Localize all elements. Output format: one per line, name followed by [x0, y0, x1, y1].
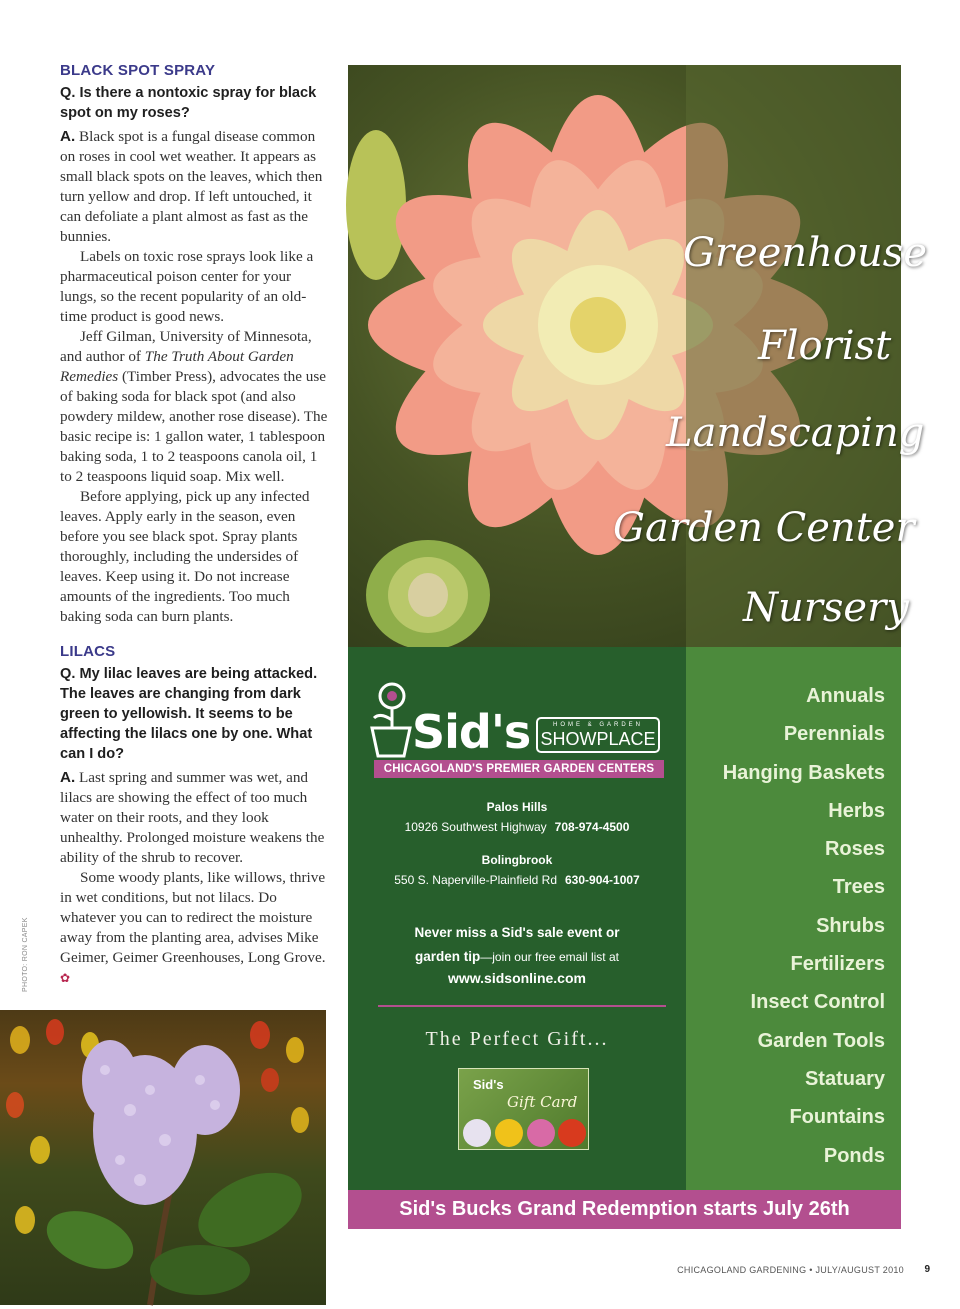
script-greenhouse: Greenhouse — [683, 230, 927, 276]
script-nursery: Nursery — [743, 585, 909, 631]
answer-paragraph — [60, 768, 328, 868]
location-line-palos-hills — [348, 820, 686, 834]
dahlia-photo — [348, 65, 927, 647]
perfect-gift-heading: The Perfect Gift... — [425, 1028, 609, 1050]
section-heading-black-spot: BLACK SPOT SPRAY — [60, 62, 216, 79]
category-hanging-baskets: Hanging Baskets — [722, 762, 885, 784]
answer-lead: A. — [60, 128, 76, 145]
promo-line-1: Never miss a Sid's sale event or — [414, 925, 620, 940]
category-fertilizers: Fertilizers — [790, 953, 885, 975]
body-paragraph — [60, 327, 328, 487]
question-black-spot: Q. Is there a nontoxic spray for black spot on my roses? — [60, 85, 317, 121]
page-footer: CHICAGOLAND GARDENING • JULY/AUGUST 2010 — [677, 1265, 904, 1275]
category-annuals: Annuals — [806, 685, 885, 707]
lilac-illustration — [0, 1010, 326, 1305]
article-column — [60, 62, 328, 988]
magazine-name: CHICAGOLAND GARDENING — [677, 1265, 807, 1275]
logo-showplace-text: SHOWPLACE — [540, 728, 656, 749]
answer-text: Last spring and summer was wet, and lilacs are showing the effect of too much water on their roots, and they look unhealthy. Prolonged moisture weakens the ability of the shrub to recover. — [60, 769, 325, 866]
question-lilacs: Q. My lilac leaves are being attacked. The leaves are changing from dark green to yellowish. It seems to be affecting the lilacs one by one. What can I do? — [60, 666, 318, 762]
promo-join-text: —join our free email list at — [480, 950, 619, 964]
gift-card-flowers-icon — [459, 1113, 590, 1151]
photo-credit: PHOTO: RON CAPEK — [22, 917, 29, 992]
location-name-palos-hills: Palos Hills — [486, 800, 548, 814]
section-lilacs — [60, 643, 328, 988]
gift-card-brand: Sid's — [473, 1077, 504, 1092]
location-line-bolingbrook — [348, 873, 686, 887]
location-address: 550 S. Naperville-Plainfield Rd — [394, 873, 557, 887]
promo-url-link[interactable]: www.sidsonline.com — [448, 970, 586, 986]
category-ponds: Ponds — [823, 1145, 885, 1167]
category-garden-tools: Garden Tools — [757, 1030, 885, 1052]
ad-divider — [378, 1005, 666, 1007]
answer-lead: A. — [60, 769, 76, 786]
script-garden-center: Garden Center — [613, 505, 915, 551]
sids-bucks-banner: Sid's Bucks Grand Redemption starts July 26th — [348, 1190, 901, 1229]
end-mark-icon: ✿ — [60, 971, 71, 985]
answer-text: Black spot is a fungal disease common on roses in cool wet weather. It appears as small black spots on the leaves, which then turn yellow and drop. If left untouched, it can defoliate a plant almost as fast as the bunnies. — [60, 128, 323, 245]
script-landscaping: Landscaping — [666, 410, 925, 456]
gift-card-image — [458, 1068, 589, 1150]
body-paragraph: Labels on toxic rose sprays look like a pharmaceutical poison center for your lungs, so the recent popularity of an old-time product is good news. — [60, 248, 314, 325]
flower-pot-logo-icon — [366, 680, 414, 758]
book-title: The Truth About Garden Remedies — [60, 348, 294, 385]
paragraph-text: (Timber Press), advocates the use of baking soda for black spot (and also powdery mildew, another rose disease). The basic recipe is: 1 gallon water, 1 tablespoon baking soda, 1 to 2 teaspoons canola oil, 1 to 2 teaspoons liquid soap. Mix well. — [60, 368, 328, 485]
lilac-photo — [0, 1010, 326, 1305]
category-shrubs: Shrubs — [816, 915, 885, 937]
body-paragraph: Before applying, pick up any infected leaves. Apply early in the season, even before you see black spot. Spray plants thoroughly, including the undersides of leaves. Keep using it. Do not increase amounts of the ingredients. Too much baking soda can burn plants. — [60, 488, 310, 625]
category-herbs: Herbs — [828, 800, 885, 822]
category-insect-control: Insect Control — [750, 991, 885, 1013]
category-roses: Roses — [824, 838, 885, 860]
category-fountains: Fountains — [789, 1106, 885, 1128]
sids-advertisement — [348, 65, 927, 1229]
promo-garden-tip: garden tip — [415, 949, 481, 964]
paragraph-text: Some woody plants, like willows, thrive in wet conditions, but not lilacs. Do whatever you can to redirect the moisture away from the planting area, advises Mike Geimer, Geimer Greenhouses, Long Grove. — [60, 869, 326, 966]
answer-paragraph — [60, 127, 328, 247]
sids-logo-text: Sid's — [412, 705, 531, 759]
location-address: 10926 Southwest Highway — [404, 820, 547, 834]
promo-line-2 — [348, 948, 686, 966]
logo-tagline: CHICAGOLAND'S PREMIER GARDEN CENTERS — [374, 760, 664, 778]
category-perennials: Perennials — [783, 723, 885, 745]
logo-home-garden: HOME & GARDEN — [552, 721, 643, 728]
page-number: 9 — [924, 1264, 930, 1275]
location-phone: 630-904-1007 — [565, 873, 640, 887]
paragraph-text: Jeff Gilman, University of Minnesota, and author of — [60, 328, 312, 365]
location-name-bolingbrook: Bolingbrook — [481, 853, 553, 867]
body-paragraph — [60, 868, 328, 988]
showplace-logo — [536, 717, 660, 753]
category-statuary: Statuary — [804, 1068, 885, 1090]
location-phone: 708-974-4500 — [554, 820, 630, 834]
gift-card-label: Gift Card — [507, 1093, 578, 1111]
script-florist: Florist — [758, 323, 892, 369]
section-heading-lilacs: LILACS — [60, 643, 116, 660]
issue-date: JULY/AUGUST 2010 — [815, 1265, 904, 1275]
category-trees: Trees — [832, 876, 885, 898]
